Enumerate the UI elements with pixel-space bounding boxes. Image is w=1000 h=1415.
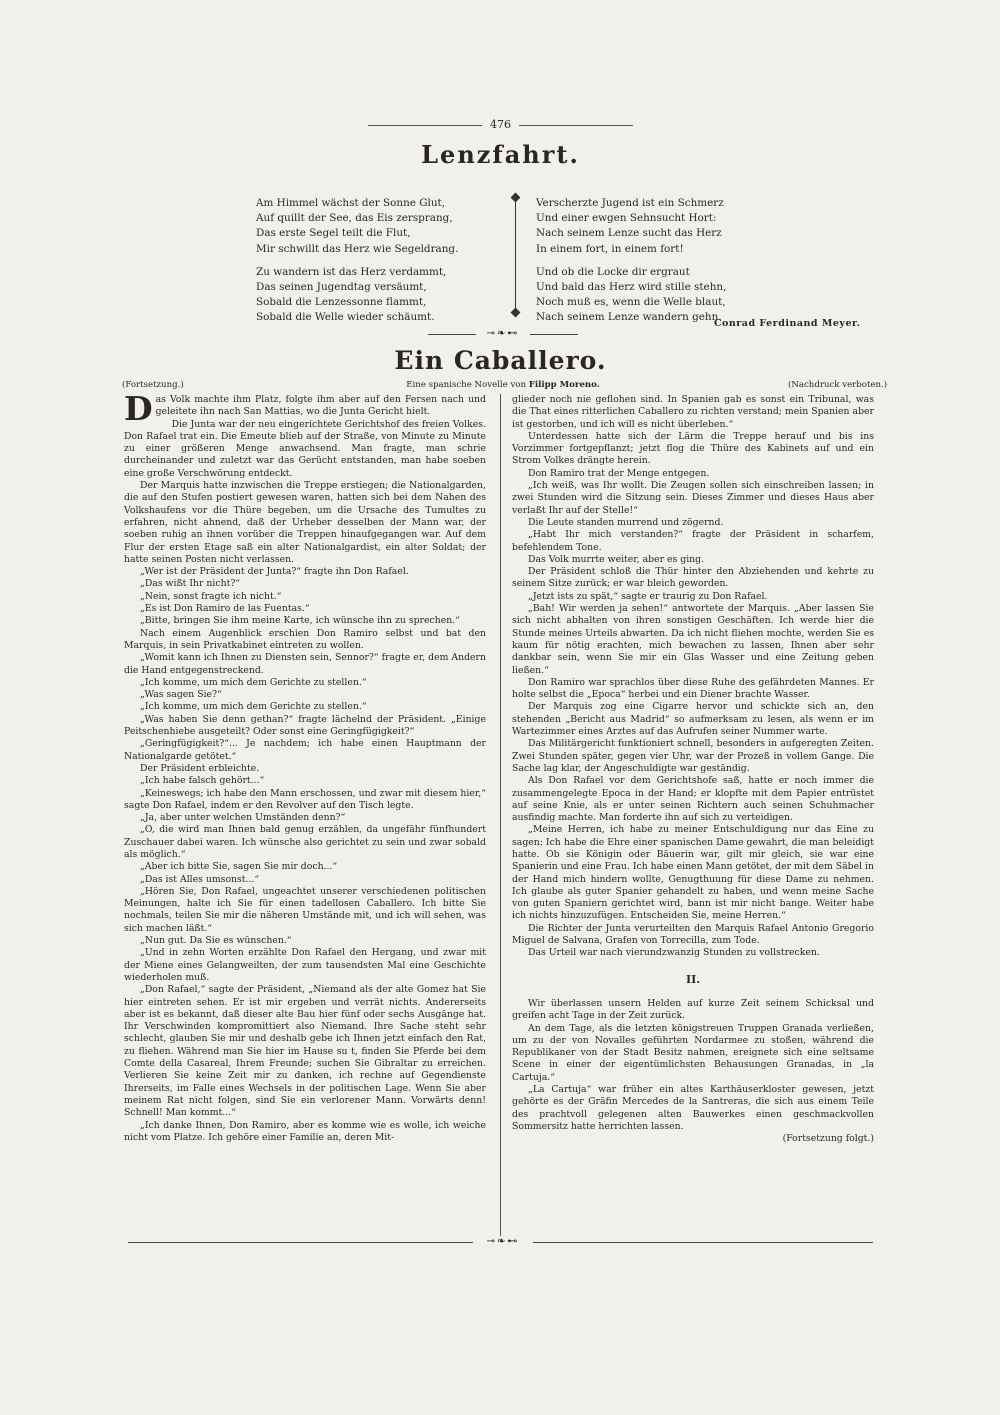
paragraph: „Jetzt ists zu spät,“ sagte er traurig zu Don Rafael. xyxy=(528,590,768,602)
story-author: Filipp Moreno. xyxy=(528,380,600,390)
paragraph: „Ich danke Ihnen, Don Ramiro, aber es komme wie es wolle, ich weiche nicht vom Platze. Ich gehöre einer Familie an, deren Mit- xyxy=(124,1119,486,1143)
paragraph: „Aber ich bitte Sie, sagen Sie mir doch...“ xyxy=(140,861,338,873)
poem-line: Sobald die Lenzessonne flammt, xyxy=(256,296,427,309)
paragraph: „Das ist Alles umsonst...“ xyxy=(140,873,260,885)
nachdruck-label: (Nachdruck verboten.) xyxy=(788,380,888,390)
dropcap: D xyxy=(124,389,153,428)
paragraph: „Ich habe falsch gehört...“ xyxy=(140,775,265,787)
paragraph: „O, die wird man Ihnen bald genug erzählen, da ungefähr fünfhundert Zuschauer dabei waren. Ich wünsche also gerichtet zu sein und zwar sobald als möglich.“ xyxy=(124,824,486,860)
poem-line: Das seinen Jugendtag versäumt, xyxy=(256,281,427,294)
paragraph: Wir überlassen unsern Helden auf kurze Zeit seinem Schicksal und greifen acht Tage in der Zeit zurück. xyxy=(512,997,874,1022)
story-title: Ein Caballero. xyxy=(394,346,607,375)
paragraph: „Ich komme, um mich dem Gerichte zu stellen.“ xyxy=(140,676,367,688)
divider-line xyxy=(530,334,578,335)
paragraph: „Bitte, bringen Sie ihm meine Karte, ich wünsche ihn zu sprechen.“ xyxy=(140,615,460,627)
column-divider xyxy=(500,394,501,1236)
poem-stanza xyxy=(256,196,458,257)
poem-line: Nach seinem Lenze wandern gehn. xyxy=(536,311,722,324)
poem-line: Und ob die Locke dir ergraut xyxy=(536,265,690,278)
poem-divider xyxy=(515,200,516,310)
paragraph: „Ich weiß, was Ihr wollt. Die Zeugen sollen sich einschreiben lassen; in zwei Stunden wird die Sitzung sein. Dieses Zimmer und dieses Haus aber verlaßt Ihr auf der Stelle!“ xyxy=(512,480,874,516)
poem-stanza xyxy=(536,196,726,257)
paragraph: „Nein, sonst fragte ich nicht.“ xyxy=(140,590,282,602)
ornament-icon: ⊸❧⊷ xyxy=(486,328,520,339)
page-number: 476 xyxy=(128,118,873,132)
ornament-icon: ⊸❧⊷ xyxy=(486,1236,520,1247)
paragraph: „Ich komme, um mich dem Gerichte zu stellen.“ xyxy=(140,701,367,713)
poem-author: Conrad Ferdinand Meyer. xyxy=(714,318,861,329)
poem-line: Das erste Segel teilt die Flut, xyxy=(256,227,411,240)
paragraph: Als Don Rafael vor dem Gerichtshofe saß, hatte er noch immer die zusammengelegte Epoca in der Hand; er klopfte mit dem Papier entrüstet auf seine Knie, als er unter seinen Richtern auch seinen Schuhmacher ausfindig machte. Man forderte ihn auf sich zu verteidigen. xyxy=(512,775,874,824)
poem-title: Lenzfahrt. xyxy=(421,140,580,169)
divider-line xyxy=(128,1242,473,1243)
paragraph: „Wer ist der Präsident der Junta?“ fragte ihn Don Rafael. xyxy=(140,566,409,578)
poem-left-column xyxy=(256,196,458,334)
poem-line: Auf quillt der See, das Eis zersprang, xyxy=(256,212,453,225)
paragraph: „Nun gut. Da Sie es wünschen.“ xyxy=(140,935,292,947)
poem-stanza xyxy=(536,265,726,326)
paragraph: „Was haben Sie denn gethan?“ fragte lächelnd der Präsident. „Einige Peitschenhiebe ausgeteilt? Oder sonst eine Geringfügigkeit?“ xyxy=(124,713,486,738)
paragraph: Unterdessen hatte sich der Lärm die Treppe herauf und bis ins Vorzimmer fortgepflanzt; jetzt flog die Thüre des Kabinets auf und ein Strom Volkes drängte herein. xyxy=(512,430,874,467)
poem-line: Und bald das Herz wird stille stehn, xyxy=(536,281,727,294)
paragraph: „Das wißt Ihr nicht?“ xyxy=(140,578,241,590)
paragraph: „Es ist Don Ramiro de las Fuentas.“ xyxy=(140,603,310,615)
divider-line xyxy=(533,1242,873,1243)
paragraph: Don Ramiro war sprachlos über diese Ruhe des gefährdeten Mannes. Er holte selbst die „Epoca“ herbei und ein Diener brachte Wasser. xyxy=(512,676,874,701)
paragraph: Der Präsident erbleichte. xyxy=(140,762,260,774)
poem-line: Sobald die Welle wieder schäumt. xyxy=(256,311,435,324)
fortsetzung-label: (Fortsetzung.) xyxy=(122,380,184,390)
divider-line xyxy=(428,334,476,335)
paragraph: Nach einem Augenblick erschien Don Ramiro selbst und bat den Marquis, in sein Privatkabinet eintreten zu wollen. xyxy=(124,627,486,651)
paragraph: „Was sagen Sie?“ xyxy=(140,689,222,701)
poem-line: Und einer ewgen Sehnsucht Hort: xyxy=(536,212,717,225)
paragraph: „Bah! Wir werden ja sehen!“ antwortete der Marquis. „Aber lassen Sie sich nicht abhalten von ihren sonstigen Geschäften. Ich werde hier die Stunde meines Urteils abwarten. Da ich nicht fliehen mochte, werden Sie es kaum für nötig erachten, mich bewachen zu lassen, Ihnen aber sehr dankbar sein, wenn Sie mir ein Glas Wasser und eine Zeitung geben ließen.“ xyxy=(512,603,874,676)
paragraph: Das Volk murrte weiter, aber es ging. xyxy=(528,553,705,565)
poem-line: Verscherzte Jugend ist ein Schmerz xyxy=(536,197,724,209)
paragraph: „Keineswegs; ich habe den Mann erschossen, und zwar mit diesem hier,“ sagte Don Rafael, indem er den Revolver auf den Tisch legte. xyxy=(124,787,486,811)
poem-line: Zu wandern ist das Herz verdammt, xyxy=(256,265,447,278)
paragraph: „Meine Herren, ich habe zu meiner Entschuldigung nur das Eine zu sagen: Ich habe die Ehre einer spanischen Dame gewahrt, die man beleidigt hatte. Ob sie Königin oder Bäuerin war, gilt mir gleich, sie war eine Spanierin und eine Frau. Ich habe einen Mann getötet, der mit dem Säbel in der Hand mich hindern wollte, Genugthuung für diese Dame zu nehmen. Ich glaube als guter Spanier gehandelt zu haben, und wenn meine Sache von guten Spaniern gerichtet wird, bann ist mir nicht bange. Weiter habe ich nichts hinzuzufügen. Entscheiden Sie, meine Herren.“ xyxy=(512,824,874,922)
poem-line: Mir schwillt das Herz wie Segeldrang. xyxy=(256,242,459,255)
paragraph: Das Militärgericht funktioniert schnell, besonders in aufgeregten Zeiten. Zwei Stunden später, gegen vier Uhr, war der Prozeß in vollem Gange. Die Sache lag klar, der Angeschuldigte war geständig. xyxy=(512,738,874,774)
poem-stanza xyxy=(256,265,458,326)
paragraph: Das Volk machte ihm Platz, folgte ihm aber auf den Fersen nach und geleitete ihn nach San Mattias, wo die Junta Gericht hielt. xyxy=(124,389,486,428)
paragraph: „Geringfügigkeit?“... Je nachdem; ich habe einen Hauptmann der Nationalgarde getötet.“ xyxy=(124,738,486,762)
fortsetzung-folgt: (Fortsetzung folgt.) xyxy=(782,1133,874,1145)
paragraph: Die Junta war der neu eingerichtete Gerichtshof des freien Volkes. Don Rafael trat ein. Die Emeute blieb auf der Straße, von Minute zu Minute zu einer größeren Menge anwachsend. Man fragte, man schrie durcheinander und zuletzt war das Gerücht entstanden, man habe soeben eine große Verschwörung entdeckt. xyxy=(124,418,486,479)
section-number: II. xyxy=(685,972,701,986)
story-byline: Eine spanische Novelle von Filipp Moreno. xyxy=(406,380,600,390)
paragraph: glieder noch nie geflohen sind. In Spanien gab es sonst ein Tribunal, was die That eines ritterlichen Caballero zu richten verstand; mein Spanien aber ist gestorben, und ich will es nicht überleben.“ xyxy=(512,394,874,430)
paragraph: Die Richter der Junta verurteilten den Marquis Rafael Antonio Gregorio Miguel de Salvana, Grafen von Torrecilla, zum Tode. xyxy=(512,922,874,947)
poem-line: Am Himmel wächst der Sonne Glut, xyxy=(256,197,446,209)
story-left-column xyxy=(124,389,486,1144)
paragraph: Die Leute standen murrend und zögernd. xyxy=(528,516,724,528)
newspaper-page xyxy=(122,118,888,1253)
paragraph: „Ja, aber unter welchen Umständen denn?“ xyxy=(140,812,346,824)
poem-line: Noch muß es, wenn die Welle blaut, xyxy=(536,296,726,309)
paragraph: „Don Rafael,“ sagte der Präsident, „Niemand als der alte Gomez hat Sie hier eintreten sehen. Er ist mir ergeben und verrät nichts. Andererseits aber ist es bekannt, daß dieser alte Bau hier fünf oder sechs Ausgänge hat. Ihr Verschwinden kompromittiert also Niemand. Ihre Sache steht sehr schlecht, glauben Sie mir und deshalb gebe ich Ihnen jetzt einfach den Rat, zu fliehen. Während man Sie hier im Hause su t, finden Sie Pferde bei dem Comte della Casareal, Ihrem Freunde; suchen Sie Gibraltar zu erreichen. Verlieren Sie keine Zeit mir zu danken, ich rechne auf Gegendienste Ihrerseits, im Falle eines Wechsels in der politischen Lage. Wenn Sie aber meinem Rat nicht folgen, sind Sie ein verlorener Mann. Vorwärts denn! Schnell! Man kommt...“ xyxy=(124,984,486,1119)
paragraph: „Und in zehn Worten erzählte Don Rafael den Hergang, und zwar mit der Miene eines Gelangweilten, der zum tausendsten Mal eine Geschichte wiederholen muß. xyxy=(124,947,486,983)
paragraph: Der Präsident schloß die Thür hinter den Abziehenden und kehrte zu seinem Sitze zurück; er war bleich geworden. xyxy=(512,566,874,590)
paragraph: „Hören Sie, Don Rafael, ungeachtet unserer verschiedenen politischen Meinungen, halte ich Sie für einen tadellosen Caballero. Ich bitte Sie nochmals, teilen Sie mir die näheren Umstände mit, und ich will sehen, was sich machen läßt.“ xyxy=(124,885,486,934)
paragraph: Der Marquis hatte inzwischen die Treppe erstiegen; die Nationalgarden, die auf den Stufen postiert gewesen waren, hatten sich bei dem Nahen des Volkshaufens vor die Thüre begeben, um die Ursache des Tumultes zu erfahren, nicht ahnend, daß der Urheber desselben der Mann war, der soeben ruhig an ihnen vorüber die Treppen hinaufgegangen war. Auf dem Flur der ersten Etage saß ein alter Nationalgardist, ein alter Soldat; der hatte seinen Posten nicht verlassen. xyxy=(124,480,486,565)
paragraph: Don Ramiro trat der Menge entgegen. xyxy=(528,467,710,479)
paragraph: „La Cartuja“ war früher ein altes Karthäuserkloster gewesen, jetzt gehörte es der Gräfin Mercedes de la Santreras, die sich aus einem Teile des prachtvoll gelegenen alten Bauwerkes einen geschmackvollen Sommersitz hatte herrichten lassen. xyxy=(512,1084,874,1132)
story-right-column xyxy=(512,394,874,1146)
paragraph: „Womit kann ich Ihnen zu Diensten sein, Sennor?“ fragte er, dem Andern die Hand entgegenstreckend. xyxy=(124,652,486,676)
paragraph: „Habt Ihr mich verstanden?“ fragte der Präsident in scharfem, befehlendem Tone. xyxy=(512,529,874,553)
poem-right-column xyxy=(536,196,726,334)
paragraph: Das Urteil war nach vierundzwanzig Stunden zu vollstrecken. xyxy=(528,947,820,959)
paragraph: Der Marquis zog eine Cigarre hervor und schickte sich an, den stehenden „Bericht aus Madrid“ so aufmerksam zu lesen, als wenn er im Wartezimmer eines Arztes auf das Aufrufen seiner Nummer warte. xyxy=(512,701,874,738)
poem-line: In einem fort, in einem fort! xyxy=(536,242,684,255)
poem-line: Nach seinem Lenze sucht das Herz xyxy=(536,227,722,240)
paragraph: An dem Tage, als die letzten königstreuen Truppen Granada verließen, um zu der von Novalles geführten Nordarmee zu stoßen, während die Republikaner von der Stadt Besitz nahmen, ereignete sich eine seltsame Scene in einer der eigentümlichsten Behausungen Granadas, in „la Cartuja.“ xyxy=(512,1022,874,1083)
